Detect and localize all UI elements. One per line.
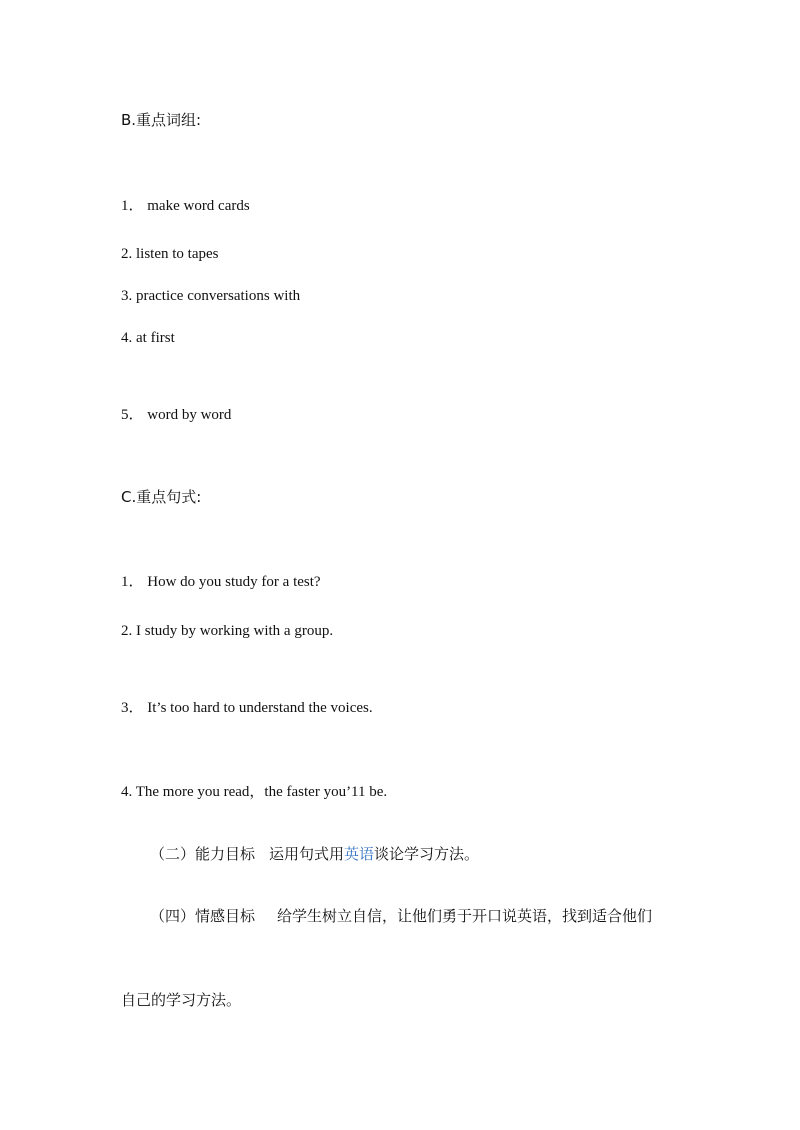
emotion-goal-label: （四）情感目标 bbox=[150, 907, 256, 925]
ability-goal-text-after: 谈论学习方法。 bbox=[374, 845, 480, 863]
phrase-item-2: 2. listen to tapes bbox=[121, 246, 219, 262]
section-b-heading: B.重点词组: bbox=[121, 111, 202, 129]
ability-goal-text-before: 运用句式用 bbox=[269, 845, 345, 863]
phrase-item-3: 3. practice conversations with bbox=[121, 288, 301, 304]
sentence-item-2: 2. I study by working with a group. bbox=[121, 623, 334, 639]
phrase-item-1: 1． make word cards bbox=[121, 198, 250, 214]
ability-goal-label: （二）能力目标 bbox=[150, 845, 256, 863]
phrase-item-5: 5． word by word bbox=[121, 407, 232, 423]
sentence-item-1: 1． How do you study for a test? bbox=[121, 574, 321, 590]
emotion-goal-continuation: 自己的学习方法。 bbox=[121, 991, 242, 1009]
phrase-item-4: 4. at first bbox=[121, 330, 175, 346]
english-link[interactable]: 英语 bbox=[344, 845, 375, 863]
ability-goal-line bbox=[150, 843, 479, 864]
emotion-goal-line bbox=[150, 905, 652, 926]
sentence-item-4: 4. The more you read，the faster you’11 be. bbox=[121, 784, 388, 800]
emotion-goal-text: 给学生树立自信，让他们勇于开口说英语，找到适合他们 bbox=[277, 907, 653, 925]
sentence-item-3: 3． It’s too hard to understand the voices. bbox=[121, 700, 373, 716]
section-c-heading: C.重点句式: bbox=[121, 488, 202, 506]
